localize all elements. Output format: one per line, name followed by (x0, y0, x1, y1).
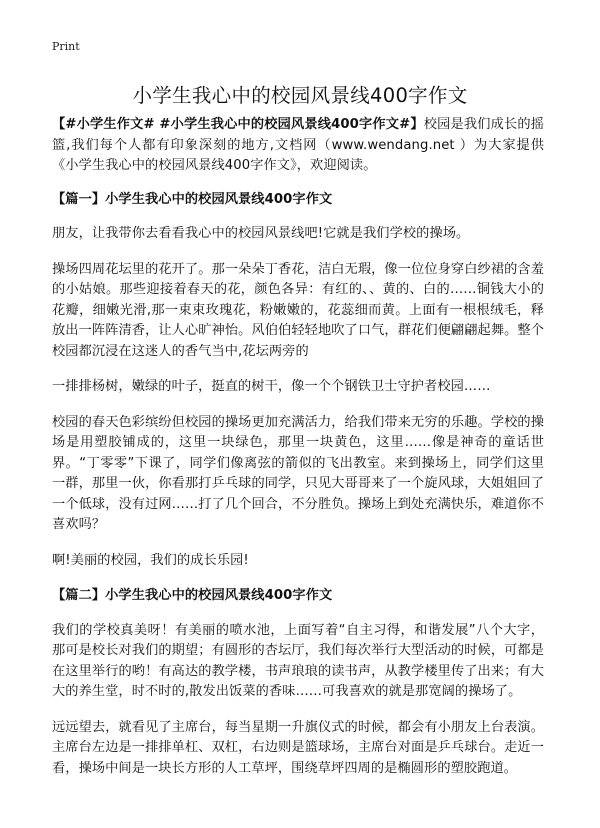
paragraph: 校园的春天色彩缤纷但校园的操场更加充满活力，给我们带来无穷的乐趣。学校的操场是用塑胶铺成的，这里一块绿色，那里一块黄色，这里……像是神奇的童话世界。“丁零零”下课了，同学们像离弦的箭似的飞出教室。来到操场上，同学们这里一群，那里一伙，你看那打乒乓球的同学，只见大哥哥来了一个旋风球，大姐姐回了一个低球，没有过网……打了几个回合，不分胜负。操场上到处充满快乐，难道你不喜欢吗？ (52, 414, 544, 532)
paragraph: 操场四周花坛里的花开了。那一朵朵丁香花，洁白无瑕，像一位位身穿白纱裙的含羞的小姑娘。那些迎接着春天的花，颜色各异：有红的、、黄的、白的……铜钱大小的花瓣，细嫩光滑,那一束束玫瑰花，粉嫩嫩的，花蕊细而黄。上面有一根根绒毛，释放出一阵阵清香，让人心旷神怡。风伯伯轻轻地吹了口气，群花们便翩翩起舞。整个校园都沉浸在这迷人的香气当中,花坛两旁的 (52, 261, 544, 359)
section-heading-2: 【篇二】小学生我心中的校园风景线400字作文 (52, 588, 333, 603)
paragraph: 啊!美丽的校园，我们的成长乐园! (52, 552, 249, 568)
article-body (52, 115, 544, 794)
intro-paragraph (52, 115, 544, 177)
page-title: 小学生我心中的校园风景线400字作文 (132, 84, 468, 107)
print-link[interactable]: Print (52, 40, 80, 53)
paragraph: 我们的学校真美呀！有美丽的喷水池，上面写着“自主习得，和谐发展”八个大字，那可是校长对我们的期望；有圆形的杏坛厅，我们每次举行大型活动的时候，可都是在这里举行的哟！有高达的教学楼，书声琅琅的读书声，从教学楼里传了出来；有大大的养生堂，时不时的,散发出饭菜的香味……可我喜欢的就是那宽阔的操场了。 (52, 622, 544, 699)
paragraph: 一排排杨树，嫩绿的叶子，挺直的树干，像一个个钢铁卫士守护者校园…… (52, 379, 491, 394)
section-heading-1: 【篇一】小学生我心中的校园风景线400字作文 (52, 191, 333, 207)
intro-text: 校园是我们成长的摇篮,我们每个人都有印象深刻的地方,文档网（www.wendang.net ）为大家提供《小学生我心中的校园风景线400字作文》，欢迎阅读。 (52, 117, 544, 173)
paragraph: 远远望去，就看见了主席台，每当星期一升旗仪式的时候，都会有小朋友上台表演。主席台左边是一排排单杠、双杠，右边则是篮球场，主席台对面是乒乓球台。走近一看，操场中间是一块长方形的人工草坪，围绕草坪四周的是椭圆形的塑胶跑道。 (52, 719, 544, 776)
paragraph: 朋友，让我带你去看看我心中的校园风景线吧!它就是我们学校的操场。 (52, 226, 470, 241)
intro-tag: 【#小学生作文# #小学生我心中的校园风景线400字作文#】 (52, 117, 424, 132)
